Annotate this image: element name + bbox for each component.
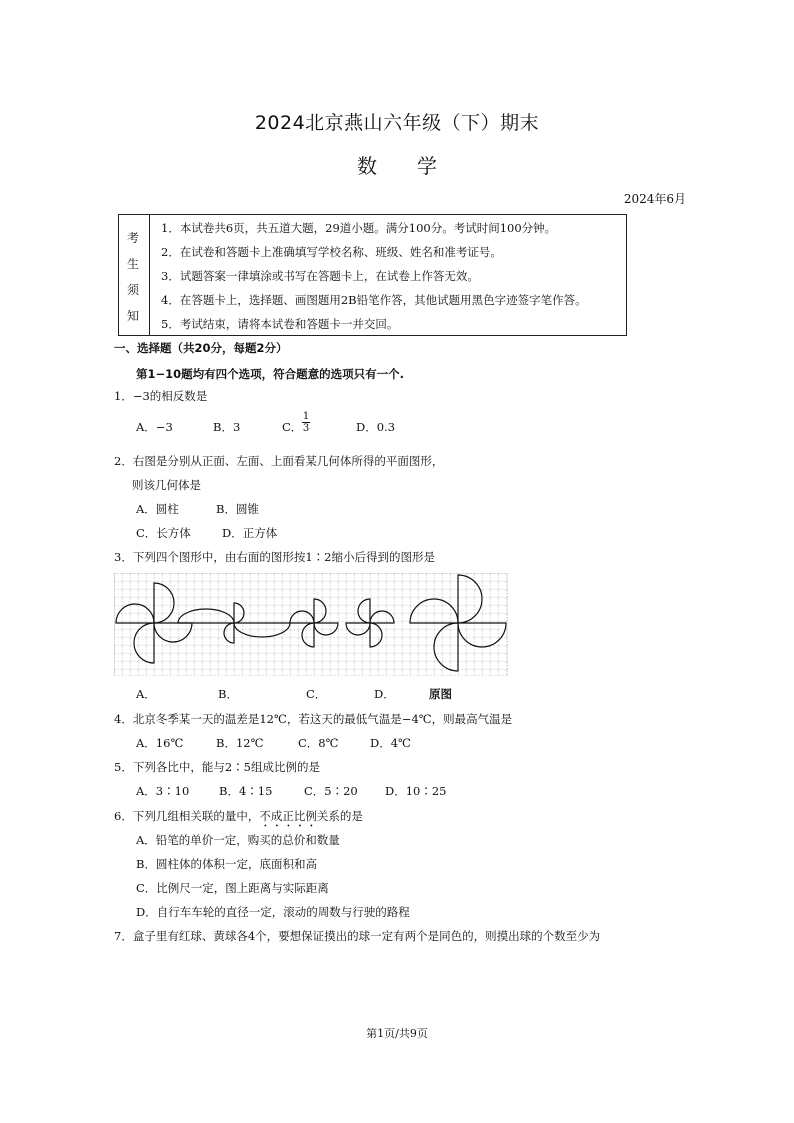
question-4-option-d: D．4℃ — [370, 736, 411, 750]
question-6-stem-emphasis: 不成正比例 — [259, 809, 317, 823]
question-2-option-d: D．正方体 — [222, 526, 278, 540]
question-4-option-c: C．8℃ — [298, 736, 339, 750]
question-3-option-c: C． — [306, 687, 327, 701]
notice-side-char: 考 — [127, 231, 140, 245]
exam-date: 2024年6月 — [623, 192, 686, 206]
question-4-stem: 4．北京冬季某一天的温差是12℃，若这天的最低气温是−4℃，则最高气温是 — [114, 712, 513, 726]
notice-side-label — [119, 215, 150, 335]
notice-side-char: 知 — [127, 309, 140, 323]
question-5-option-a: A．3∶10 — [136, 784, 190, 798]
question-1-stem: 1．−3的相反数是 — [114, 389, 208, 403]
notice-rule: 4．在答题卡上，选择题、画图题用2B铅笔作答，其他试题用黑色字迹签字笔作答。 — [161, 293, 587, 307]
subject-title: 数 学 — [357, 154, 437, 178]
question-2-option-a: A．圆柱 — [136, 502, 179, 516]
section-heading: 一、选择题（共20分，每题2分） — [114, 341, 288, 355]
question-3-stem: 3．下列四个图形中，由右面的图形按1∶2缩小后得到的图形是 — [114, 550, 435, 564]
question-2-option-b: B．圆锥 — [216, 502, 259, 516]
notice-rules — [161, 220, 587, 340]
question-6-option-c: C．比例尺一定，图上距离与实际距离 — [136, 881, 329, 895]
question-1-option-b: B．3 — [213, 420, 241, 434]
question-6-stem-pre: 6．下列几组相关联的量中， — [114, 809, 260, 823]
question-5-option-c: C．5∶20 — [304, 784, 358, 798]
page-title: 2024北京燕山六年级（下）期末 — [254, 112, 540, 134]
question-2-stem-cont: 则该几何体是 — [132, 478, 201, 492]
question-1-option-a: A．−3 — [136, 420, 173, 434]
question-6-stem-post: 关系的是 — [316, 809, 363, 823]
fraction-numerator: 1 — [302, 411, 310, 422]
question-3-option-b: B． — [218, 687, 238, 701]
notice-side-char: 须 — [127, 283, 140, 297]
notice-side-char: 生 — [127, 257, 140, 271]
question-4-option-a: A．16℃ — [136, 736, 184, 750]
question-6-option-b: B．圆柱体的体积一定，底面积和高 — [136, 857, 317, 871]
question-2-option-c: C．长方体 — [136, 526, 191, 540]
question-1-option-c-prefix: C． — [282, 420, 303, 434]
question-6-option-d: D．自行车车轮的直径一定，滚动的周数与行驶的路程 — [136, 905, 410, 919]
question-3-original-label: 原图 — [429, 687, 452, 701]
notice-rule: 2．在试卷和答题卡上准确填写学校名称、班级、姓名和准考证号。 — [161, 245, 502, 259]
question-4-option-b: B．12℃ — [216, 736, 264, 750]
question-1-fraction — [302, 411, 310, 434]
question-5-stem: 5．下列各比中，能与2∶5组成比例的是 — [114, 760, 320, 774]
exam-notice-box — [118, 214, 627, 336]
question-3-option-d: D． — [374, 687, 395, 701]
question-3-option-a: A． — [136, 687, 156, 701]
notice-rule: 1．本试卷共6页，共五道大题，29道小题。满分100分。考试时间100分钟。 — [161, 221, 557, 235]
question-6-stem — [114, 808, 363, 830]
question-5-option-b: B．4∶15 — [219, 784, 273, 798]
notice-rule: 3．试题答案一律填涂或书写在答题卡上，在试卷上作答无效。 — [161, 269, 479, 283]
question-5-option-d: D．10∶25 — [385, 784, 447, 798]
question-1-option-d: D．0.3 — [356, 420, 396, 434]
question-2-stem: 2．右图是分别从正面、左面、上面看某几何体所得的平面图形， — [114, 454, 444, 468]
fraction-denominator: 3 — [302, 423, 310, 434]
question-6-option-a: A．铅笔的单价一定，购买的总价和数量 — [136, 833, 340, 847]
question-7-stem: 7．盒子里有红球、黄球各4个，要想保证摸出的球一定有两个是同色的，则摸出球的个数至少为 — [114, 929, 601, 943]
question-3-figure — [114, 573, 508, 676]
notice-rule: 5．考试结束，请将本试卷和答题卡一并交回。 — [161, 317, 399, 331]
section-note: 第1−10题均有四个选项，符合题意的选项只有一个. — [136, 367, 405, 381]
page-footer: 第1页/共9页 — [366, 1027, 428, 1040]
